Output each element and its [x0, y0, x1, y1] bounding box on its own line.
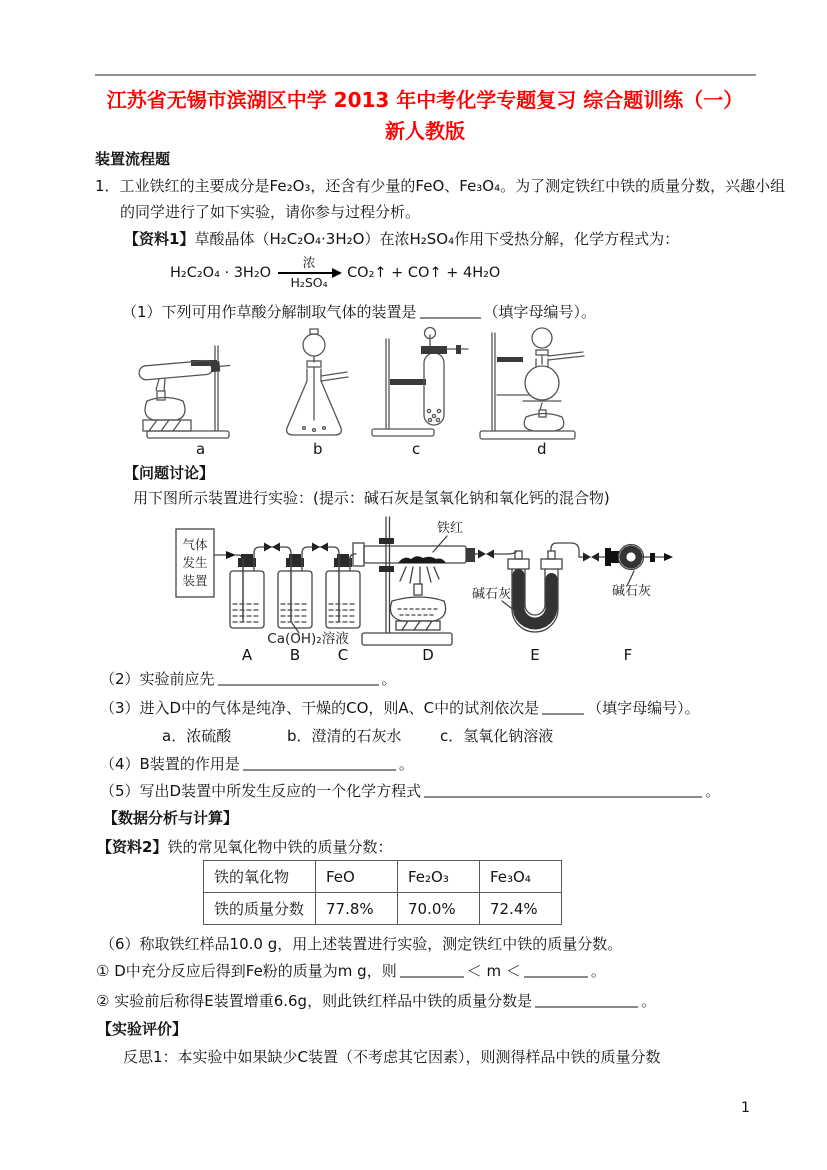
doc-title: 江苏省无锡市滨湖区中学 2013 年中考化学专题复习 综合题训练（一） 新人教版 — [106, 88, 744, 143]
tube-label: 铁红 — [436, 521, 464, 536]
washing-bottle-b — [278, 554, 312, 628]
svg-text:气体: 气体 — [182, 537, 208, 552]
u-tube-e — [508, 551, 562, 632]
page-number: 1 — [741, 1100, 750, 1116]
reaction-arrow-icon — [278, 272, 340, 274]
iron-oxide-table — [203, 860, 562, 925]
evaluation-heading: 【实验评价】 — [97, 1020, 188, 1038]
pinch-valve-icon — [312, 543, 328, 552]
diagram-letter-f: F — [623, 646, 633, 664]
table-cell: 铁的质量分数 — [204, 893, 316, 925]
q1-intro-line2: 的同学进行了如下实验，请你参与过程分析。 — [120, 203, 421, 221]
sub-question-1-suffix: 。 — [590, 962, 606, 980]
question-2-text: （2）实验前应先 — [100, 670, 215, 688]
question-5-suffix: 。 — [705, 782, 721, 800]
flow-arrow-icon — [226, 551, 236, 559]
sub-question-1-mid: ＜ m ＜ — [466, 962, 521, 980]
question-1-suffix: （填字母编号）。 — [483, 303, 597, 321]
answer-blank — [400, 965, 464, 978]
reference2-label: 【资料2】 — [97, 838, 168, 856]
drying-bulb-f — [619, 545, 644, 570]
sub-question-2-text: ② 实验前后称得E装置增重6.6g，则此铁红样品中铁的质量分数是 — [96, 992, 533, 1010]
question-3-text: （3）进入D中的气体是纯净、干燥的CO，则A、C中的试剂依次是 — [100, 699, 540, 717]
question-4 — [100, 755, 414, 775]
sub-question-1 — [96, 962, 606, 982]
washing-bottle-a — [230, 554, 264, 628]
option-b: b．澄清的石灰水 — [287, 727, 402, 745]
sub-question-1-text: ① D中充分反应后得到Fe粉的质量为m g，则 — [96, 962, 397, 980]
utube-label: 碱石灰 — [472, 587, 512, 602]
diagram-letter-c: C — [337, 646, 349, 664]
discussion-hint: 用下图所示装置进行实验：(提示：碱石灰是氢氧化钠和氧化钙的混合物) — [133, 489, 610, 507]
svg-text:发生: 发生 — [182, 555, 208, 570]
combustion-tube-d — [353, 543, 475, 566]
apparatus-label-d: d — [537, 440, 547, 458]
option-a: a．浓硫酸 — [162, 727, 232, 745]
apparatus-label-a: a — [196, 440, 206, 458]
table-cell: 72.4% — [480, 893, 562, 925]
answer-blank — [243, 758, 396, 771]
chem-equation — [170, 256, 500, 291]
question-5-text: （5）写出D装置中所发生反应的一个化学方程式 — [100, 782, 422, 800]
question-4-text: （4）B装置的作用是 — [100, 755, 240, 773]
table-cell: Fe₃O₄ — [480, 861, 562, 893]
soda-lime-granules — [519, 575, 552, 624]
iron-stand — [362, 517, 452, 645]
answer-blank — [424, 785, 702, 798]
pinch-valve-icon — [478, 550, 494, 559]
table-row — [204, 861, 562, 893]
answer-blank — [542, 702, 584, 715]
reference2-text: 铁的常见氧化物中铁的质量分数： — [167, 838, 393, 856]
question-6: （6）称取铁红样品10.0 g，用上述装置进行实验，测定铁红中铁的质量分数。 — [100, 935, 623, 953]
svg-text:装置: 装置 — [182, 573, 208, 588]
bottle-b-label: Ca(OH)₂溶液 — [267, 631, 349, 647]
option-c: c．氢氧化钠溶液 — [440, 727, 554, 745]
question-2-suffix: 。 — [381, 670, 397, 688]
apparatus-label-c: c — [412, 440, 421, 458]
table-cell: Fe₂O₃ — [398, 861, 480, 893]
question-1-text: （1）下列可用作草酸分解制取气体的装置是 — [122, 303, 417, 321]
question-2 — [100, 670, 397, 690]
apparatus-figure-c — [370, 327, 470, 443]
washing-bottle-c — [326, 554, 360, 628]
apparatus-figure-b — [272, 328, 354, 442]
question-5 — [100, 782, 720, 802]
pinch-valve-icon — [583, 553, 599, 562]
answer-blank — [420, 306, 481, 319]
gas-generator-box — [176, 529, 214, 597]
iron-red-sample — [398, 556, 446, 563]
equation-condition-top: 浓 — [302, 255, 316, 270]
question-1 — [122, 303, 596, 323]
setup-diagram — [150, 505, 710, 663]
question-4-suffix: 。 — [398, 755, 414, 773]
reference2-line — [97, 838, 392, 858]
equation-condition — [278, 256, 340, 291]
alcohol-lamp — [390, 567, 445, 630]
table-row — [204, 893, 562, 925]
equation-reactant: H₂C₂O₄ · 3H₂O — [170, 265, 272, 282]
table-cell: 铁的氧化物 — [204, 861, 316, 893]
q1-intro-line1: 1．工业铁红的主要成分是Fe₂O₃，还含有少量的FeO、Fe₃O₄。为了测定铁红中铁的质量分数，兴趣小组 — [95, 177, 786, 195]
bulb-label: 碱石灰 — [612, 584, 652, 599]
reference1-label: 【资料1】 — [124, 230, 195, 248]
reference1-text: 草酸晶体（H₂C₂O₄·3H₂O）在浓H₂SO₄作用下受热分解，化学方程式为： — [194, 230, 680, 248]
sub-question-2-suffix: 。 — [641, 992, 657, 1010]
diagram-letter-a: A — [241, 646, 253, 664]
header-rule — [95, 74, 756, 76]
pinch-valve-icon — [264, 543, 280, 552]
section-heading: 装置流程题 — [95, 150, 171, 168]
answer-blank — [218, 673, 379, 686]
reference1-line — [124, 230, 679, 250]
question-3 — [100, 699, 700, 719]
diagram-letter-e: E — [530, 646, 540, 664]
flow-arrow-icon — [664, 553, 673, 561]
test-tube — [139, 358, 231, 380]
diagram-letter-b: B — [289, 646, 301, 664]
apparatus-figure-d — [478, 325, 600, 443]
soda-lime-granules — [623, 549, 639, 565]
equation-condition-bottom: H₂SO₄ — [290, 275, 328, 291]
table-cell: 70.0% — [398, 893, 480, 925]
answer-blank — [524, 965, 588, 978]
equation-products: CO₂↑ + CO↑ + 4H₂O — [347, 265, 501, 282]
apparatus-figure-a — [133, 330, 235, 442]
table-cell: 77.8% — [316, 893, 398, 925]
diagram-letter-d: D — [422, 646, 434, 664]
sub-question-2 — [96, 992, 656, 1012]
apparatus-label-b: b — [313, 440, 323, 458]
discussion-heading: 【问题讨论】 — [124, 464, 215, 482]
reflection-1: 反思1：本实验中如果缺少C装置（不考虑其它因素），则测得样品中铁的质量分数 — [123, 1048, 661, 1066]
analysis-heading: 【数据分析与计算】 — [103, 809, 239, 827]
answer-blank — [535, 995, 638, 1008]
question-3-suffix: （填字母编号）。 — [587, 699, 700, 717]
table-cell: FeO — [316, 861, 398, 893]
